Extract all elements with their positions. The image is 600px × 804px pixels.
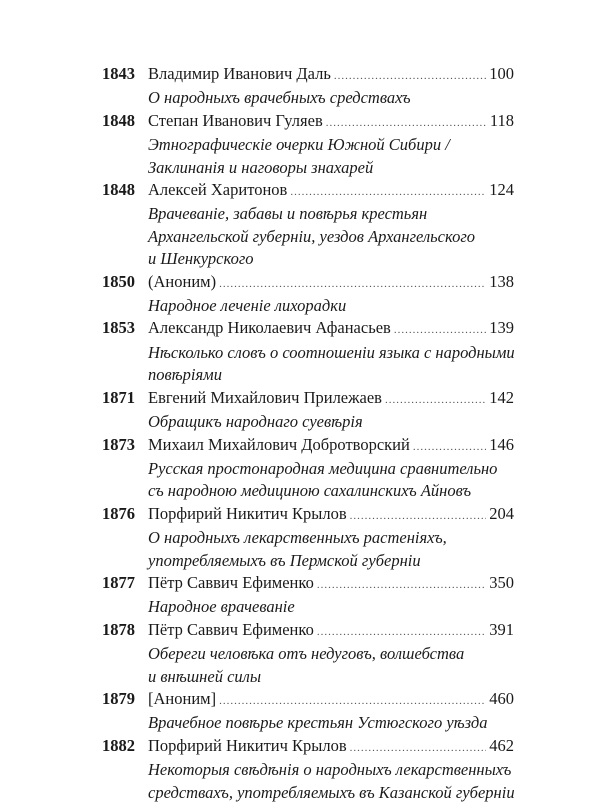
entry-year: 1879 xyxy=(102,688,135,708)
entry-heading-row xyxy=(148,619,514,643)
entry-title-line: Этнографическiе очерки Южной Сибири / xyxy=(148,135,450,155)
entry-author: Пётр Саввич Ефименко xyxy=(148,572,314,592)
entry-page-number: 146 xyxy=(489,434,514,454)
entry-title-line: Нѣсколько словъ о соотношенiи языка с народными xyxy=(148,342,515,362)
entry-title-line: и Шенкурского xyxy=(148,249,254,269)
dot-leader xyxy=(219,273,486,295)
entry-page-number: 118 xyxy=(489,110,514,130)
dot-leader xyxy=(219,690,486,712)
dot-leader xyxy=(290,181,486,203)
entry-title-line: съ народною медициною сахалинскихъ Айновъ xyxy=(148,481,472,501)
entry-title-line: Архангельской губернiи, уездов Архангельского xyxy=(148,226,476,246)
entry-body xyxy=(148,503,514,572)
entry-title-line: и внѣшней силы xyxy=(148,666,262,686)
entry-title-line: Народное врачеванiе xyxy=(148,597,295,617)
entry-title-line: употребляемыхъ въ Пермской губернiи xyxy=(148,550,421,570)
entry-body xyxy=(148,317,514,386)
entry-page-number: 142 xyxy=(489,387,514,407)
entry-heading-row xyxy=(148,503,514,527)
entry-author: Порфирий Никитич Крылов xyxy=(148,503,347,523)
toc-entry xyxy=(102,110,514,179)
entry-heading-row xyxy=(148,735,514,759)
entry-body xyxy=(148,434,514,503)
entry-author: Михаил Михайлович Добротворский xyxy=(148,434,410,454)
entry-title-line: Заклинанiя и наговоры знахарей xyxy=(148,157,374,177)
entry-title-line: О народныхъ лекарственныхъ растенiяхъ, xyxy=(148,528,447,548)
entry-heading-row xyxy=(148,317,514,341)
toc-entry xyxy=(102,317,514,386)
toc-entry xyxy=(102,688,514,735)
toc-entry xyxy=(102,271,514,318)
entry-heading-row xyxy=(148,387,514,411)
toc-entry xyxy=(102,387,514,434)
dot-leader xyxy=(350,505,487,527)
entry-page-number: 139 xyxy=(489,318,514,338)
entry-body xyxy=(148,688,514,735)
entry-author: Владимир Иванович Даль xyxy=(148,64,331,83)
entry-body xyxy=(148,735,514,804)
entry-title-line: Народное леченiе лихорадки xyxy=(148,296,347,316)
entry-author: Порфирий Никитич Крылов xyxy=(148,735,347,755)
entry-author: Евгений Михайлович Прилежаев xyxy=(148,387,382,407)
entry-body xyxy=(148,387,514,434)
entry-heading-row xyxy=(148,688,514,712)
entry-year: 1843 xyxy=(102,64,135,83)
entry-title-line: О народныхъ врачебныхъ средствахъ xyxy=(148,88,411,108)
entry-author: (Аноним) xyxy=(148,271,217,291)
entry-year: 1871 xyxy=(102,387,135,407)
entry-year: 1848 xyxy=(102,110,135,130)
entry-page-number: 138 xyxy=(489,271,514,291)
entry-page-number: 462 xyxy=(489,735,514,755)
toc-entry xyxy=(102,572,514,619)
entry-page-number: 124 xyxy=(489,180,514,200)
entry-page-number: 100 xyxy=(489,64,514,83)
toc-entry xyxy=(102,63,514,110)
entry-heading-row xyxy=(148,271,514,295)
dot-leader xyxy=(317,621,486,643)
entry-title-line: Некоторыя свѣдѣнiя о народныхъ лекарственныхъ xyxy=(148,760,512,780)
entry-title-line: Русская простонародная медицина сравнительно xyxy=(148,458,498,478)
entry-year: 1876 xyxy=(102,503,135,523)
entry-author: [Аноним] xyxy=(148,688,217,708)
entry-year: 1850 xyxy=(102,271,135,291)
entry-title-line: Врачебное повѣрье крестьян Устюгского уѣзда xyxy=(148,713,488,733)
entry-year: 1878 xyxy=(102,619,135,639)
entry-heading-row xyxy=(148,179,514,203)
entry-title-line: Обращикъ народнаго суевѣрiя xyxy=(148,412,363,432)
entry-body xyxy=(148,63,514,110)
entry-page-number: 460 xyxy=(489,688,514,708)
entry-page-number: 350 xyxy=(489,572,514,592)
entry-title-line: Обереги человѣка отъ недуговъ, волшебства xyxy=(148,644,465,664)
dot-leader xyxy=(326,112,487,134)
entry-year: 1873 xyxy=(102,434,135,454)
entry-body xyxy=(148,572,514,619)
entry-author: Александр Николаевич Афанасьев xyxy=(148,318,391,338)
entry-year: 1848 xyxy=(102,180,135,200)
entry-title-line: средствахъ, употребляемыхъ въ Казанской губернiи xyxy=(148,782,515,802)
entry-body xyxy=(148,179,514,271)
entry-body xyxy=(148,271,514,318)
entry-author: Пётр Саввич Ефименко xyxy=(148,619,314,639)
entry-page-number: 204 xyxy=(489,503,514,523)
entry-heading-row xyxy=(148,63,514,87)
toc-entry xyxy=(102,619,514,688)
dot-leader xyxy=(413,436,486,458)
toc-entry xyxy=(102,503,514,572)
entry-year: 1853 xyxy=(102,318,135,338)
entry-page-number: 391 xyxy=(489,619,514,639)
dot-leader xyxy=(350,737,487,759)
entry-title-line: Врачеванiе, забавы и повѣрья крестьян xyxy=(148,204,428,224)
toc-entry xyxy=(102,179,514,271)
entry-heading-row xyxy=(148,434,514,458)
entry-author: Степан Иванович Гуляев xyxy=(148,110,323,130)
entry-body xyxy=(148,110,514,179)
entry-heading-row xyxy=(148,110,514,134)
entry-title-line: повѣрiями xyxy=(148,365,222,385)
dot-leader xyxy=(394,319,486,341)
dot-leader xyxy=(317,574,486,596)
toc-entry xyxy=(102,434,514,503)
table-of-contents xyxy=(102,63,514,804)
entry-body xyxy=(148,619,514,688)
entry-author: Алексей Харитонов xyxy=(148,180,288,200)
dot-leader xyxy=(385,389,486,411)
entry-year: 1877 xyxy=(102,572,135,592)
dot-leader xyxy=(334,65,486,87)
entry-heading-row xyxy=(148,572,514,596)
entry-year: 1882 xyxy=(102,735,135,755)
toc-entry xyxy=(102,735,514,804)
